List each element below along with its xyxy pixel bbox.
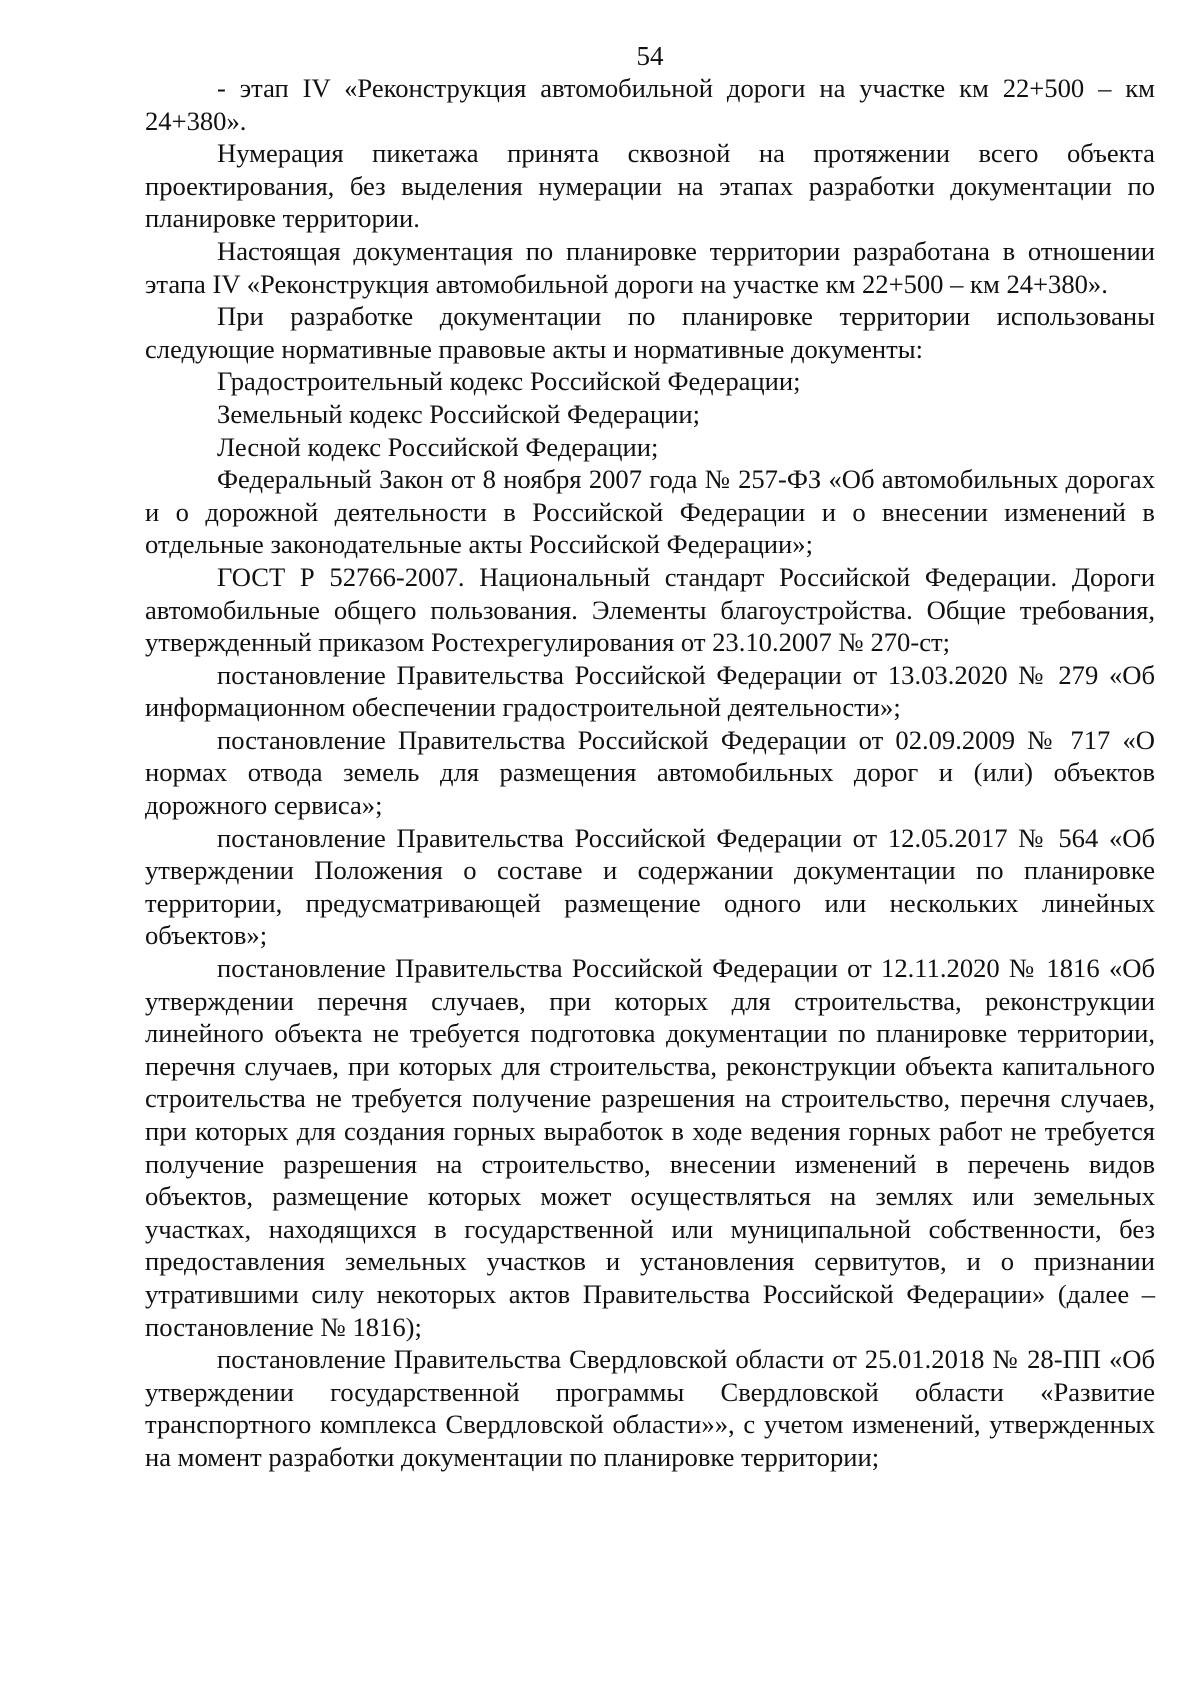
paragraph-resolution-1816: постановление Правительства Российской Федерации от 12.11.2020 № 1816 «Об утверждении перечня случаев, при которых для строительства, реконструкции линейного объекта не требуется подготовка документации по планировке территории, перечня случаев, при которых для строительства, реконструкции объекта капитального строительства не требуется получение разрешения на строительство, перечня случаев, при которых для создания горных выработок в ходе ведения горных работ не требуется получение разрешения на строительство, внесении изменений в перечень видов объектов, размещение которых может осуществляться на землях или земельных участках, находящихся в государственной или муниципальной собственности, без предоставления земельных участков и установления сервитутов, и о признании утратившими силу некоторых актов Правительства Российской Федерации» (далее – постановление № 1816); [145,953,1155,1342]
paragraph-resolution-564: постановление Правительства Российской Федерации от 12.05.2017 № 564 «Об утверждении Положения о составе и содержании документации по планировке территории, предусматривающей размещение одного или нескольких линейных объектов»; [145,822,1155,951]
paragraph-regulations-intro: При разработке документации по планировке территории использованы следующие нормативные правовые акты и нормативные документы: [145,301,1155,364]
paragraph-resolution-717: постановление Правительства Российской Федерации от 02.09.2009 № 717 «О нормах отвода земель для размещения автомобильных дорог и (или) объектов дорожного сервиса»; [145,724,1155,821]
paragraph-gost-52766: ГОСТ Р 52766-2007. Национальный стандарт Российской Федерации. Дороги автомобильные общего пользования. Элементы благоустройства. Общие требования, утвержденный приказом Ростехрегулирования от 23.10.2007 № 270-ст; [145,561,1155,658]
paragraph-federal-law-257: Федеральный Закон от 8 ноября 2007 года № 257-ФЗ «Об автомобильных дорогах и о дорожной деятельности в Российской Федерации и о внесении изменений в отдельные законодательные акты Российской Федерации»; [145,464,1155,560]
paragraph-land-code: Земельный кодекс Российской Федерации; [217,398,700,429]
paragraph-documentation-scope: Настоящая документация по планировке территории разработана в отношении этапа IV «Реконструкция автомобильной дороги на участке км 22+500 – км 24+380». [145,235,1155,299]
paragraph-stage-iv: - этап IV «Реконструкция автомобильной дороги на участке км 22+500 – км 24+380». [145,73,1155,136]
document-page [145,40,1155,1474]
paragraph-forest-code: Лесной кодекс Российской Федерации; [217,431,659,462]
paragraph-resolution-28-pp: постановление Правительства Свердловской области от 25.01.2018 № 28-ПП «Об утверждении государственной программы Свердловской области «Развитие транспортного комплекса Свердловской области»», с учетом изменений, утвержденных на момент разработки документации по планировке территории; [145,1344,1155,1472]
page-number: 54 [636,41,664,71]
paragraph-picket-numbering: Нумерация пикетажа принята сквозной на протяжении всего объекта проектирования, без выделения нумерации на этапах разработки документации по планировке территории. [145,138,1155,234]
paragraph-urban-planning-code: Градостроительный кодекс Российской Федерации; [217,366,801,397]
paragraph-resolution-279: постановление Правительства Российской Федерации от 13.03.2020 № 279 «Об информационном обеспечении градостроительной деятельности»; [145,659,1155,723]
